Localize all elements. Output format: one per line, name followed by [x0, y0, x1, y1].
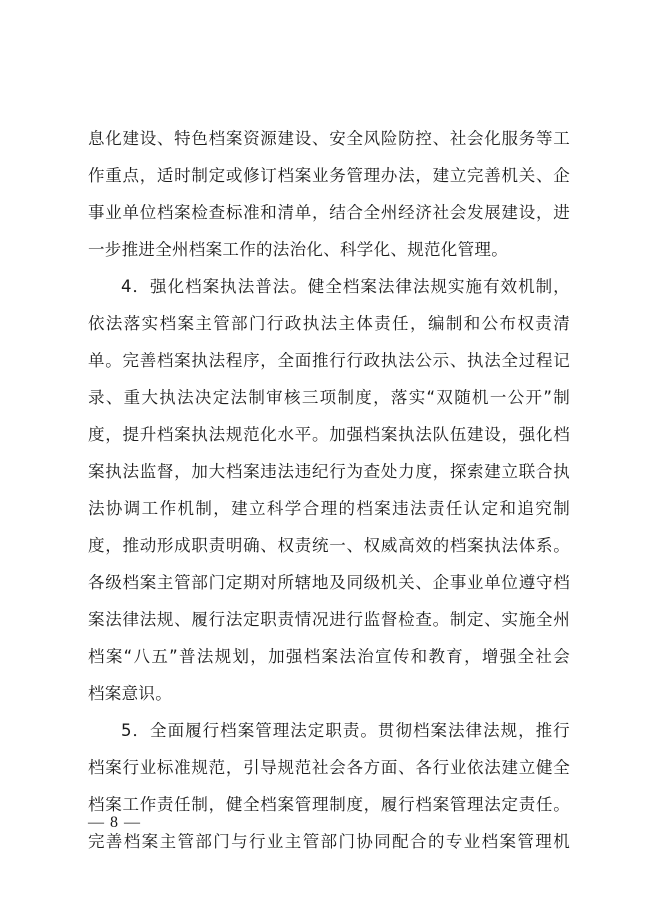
text-line: 档案工作责任制，健全档案管理制度，履行档案管理法定责任。 [88, 795, 570, 814]
text-line: 息化建设、特色档案资源建设、安全风险防控、社会化服务等工 [88, 129, 570, 148]
text-line: 档案意识。 [88, 684, 172, 703]
text-line: 录、重大执法决定法制审核三项制度，落实“双随机一公开”制 [88, 388, 570, 407]
text-line: 依法落实档案主管部门行政执法主体责任，编制和公布权责清 [88, 314, 570, 333]
text-line: 各级档案主管部门定期对所辖地及同级机关、企事业单位遵守档 [88, 573, 570, 592]
paragraph-first-line: 5．全面履行档案管理法定职责。贯彻档案法律法规，推行 [121, 721, 570, 740]
text-line: 一步推进全州档案工作的法治化、科学化、规范化管理。 [88, 240, 508, 259]
text-line: 事业单位档案检查标准和清单，结合全州经济社会发展建设，进 [88, 203, 570, 222]
text-line: 档案行业标准规范，引导规范社会各方面、各行业依法建立健全 [88, 758, 570, 777]
text-line: 作重点，适时制定或修订档案业务管理办法，建立完善机关、企 [88, 166, 570, 185]
text-line: 档案“八五”普法规划，加强档案法治宣传和教育，增强全社会 [88, 647, 570, 666]
body-text [88, 120, 570, 860]
text-line: 单。完善档案执法程序，全面推行行政执法公示、执法全过程记 [88, 351, 570, 370]
text-line: 案法律法规、履行法定职责情况进行监督检查。制定、实施全州 [88, 610, 570, 629]
text-line: 度，推动形成职责明确、权责统一、权威高效的档案执法体系。 [88, 536, 570, 555]
text-line: 案执法监督，加大档案违法违纪行为查处力度，探索建立联合执 [88, 462, 570, 481]
text-line: 完善档案主管部门与行业主管部门协同配合的专业档案管理机 [88, 832, 570, 851]
text-line: 度，提升档案执法规范化水平。加强档案执法队伍建设，强化档 [88, 425, 570, 444]
paragraph-first-line: 4．强化档案执法普法。健全档案法律法规实施有效机制， [121, 277, 570, 296]
text-line: 法协调工作机制，建立科学合理的档案违法责任认定和追究制 [88, 499, 570, 518]
page-number: — 8 — [88, 814, 141, 831]
